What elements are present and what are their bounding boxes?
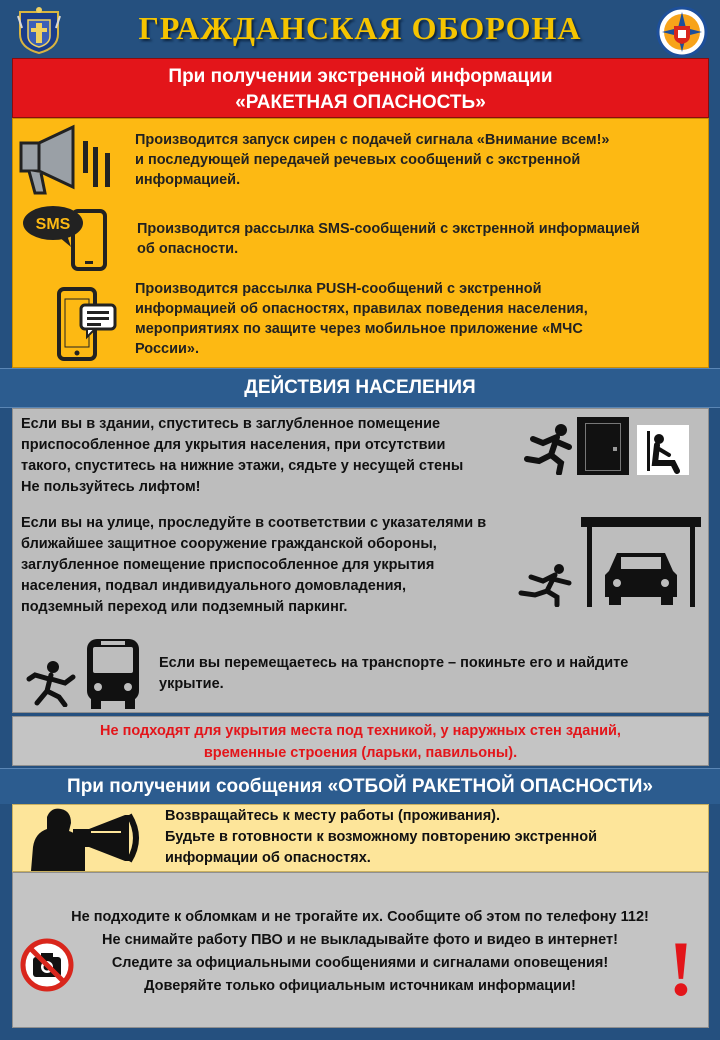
push-phone-icon [57, 285, 119, 361]
page-title: ГРАЖДАНСКАЯ ОБОРОНА [138, 10, 582, 46]
population-actions-section [12, 408, 709, 713]
rostov-coat-of-arms-icon [16, 6, 62, 54]
civil-defense-emblem-icon [656, 6, 708, 58]
missile-alert-banner [12, 58, 709, 118]
running-person-icon [521, 423, 577, 475]
header [0, 0, 720, 58]
all-clear-text: Возвращайтесь к месту работы (проживания). Будьте в готовности к возможному повторению экстренной информации об опасностях. [165, 808, 598, 866]
underground-parking-icon [579, 515, 703, 607]
transport-text: Если вы перемещаетесь на транспорте – покиньте его и найдите укрытие. [159, 655, 629, 692]
actions-heading: ДЕЙСТВИЯ НАСЕЛЕНИЯ [0, 368, 720, 408]
all-clear-heading: При получении сообщения «ОТБОЙ РАКЕТНОЙ ОПАСНОСТИ» [0, 768, 720, 804]
door-icon [577, 417, 629, 475]
siren-text: Производится запуск сирен с подачей сигнала «Внимание всем!» и последующей передачей речевых сообщений с экстренной информацией. [135, 132, 610, 188]
sms-phone-icon [23, 203, 109, 271]
alert-line-1: При получении экстренной информации [168, 66, 553, 87]
svg-text:SMS: SMS [35, 216, 71, 233]
bus-icon [83, 635, 143, 711]
street-text: Если вы на улице, проследуйте в соответствии с указателями в ближайшее защитное сооружение гражданской обороны, заглубленное помещение приспособленное для укрытия населения, подвал индивидуального домовладения, подземный переход или подземный паркинг. [21, 515, 487, 615]
safety-advice-section [12, 872, 709, 1028]
all-clear-section [12, 804, 709, 872]
megaphone-siren-icon [17, 123, 117, 195]
running-person-icon [517, 563, 577, 607]
person-exiting-icon [25, 659, 79, 707]
alert-line-2: «РАКЕТНАЯ ОПАСНОСТЬ» [235, 92, 486, 113]
exclamation-mark: ! [668, 925, 694, 1012]
shelter-warning: Не подходят для укрытия места под техникой, у наружных стен зданий, временные строения (ларьки, павильоны). [12, 716, 709, 766]
building-text: Если вы в здании, спуститесь в заглубленное помещение приспособленное для укрытия населения, при отсутствии такого, спуститесь на нижние этажи, сядьте у несущей стены Не пользуйтесь лифтом! [21, 416, 464, 495]
sitting-person-icon [637, 425, 689, 475]
safety-advice-text: Не подходите к обломкам и не трогайте их. Сообщите об этом по телефону 112! Не снимайте работу ПВО и не выкладывайте фото и видео в интернет! Следите за официальными сообщениями и сигналами оповещения! Доверяйте только официальным источникам информации! [71, 909, 649, 994]
push-text: Производится рассылка PUSH-сообщений с экстренной информацией об опасностях, правилах поведения населения, мероприятиях по защите через мобильное приложение «МЧС России». [135, 281, 588, 357]
person-megaphone-icon [29, 807, 145, 871]
sms-text: Производится рассылка SMS-сообщений с экстренной информацией об опасности. [137, 221, 640, 257]
alert-notification-section [12, 118, 709, 368]
